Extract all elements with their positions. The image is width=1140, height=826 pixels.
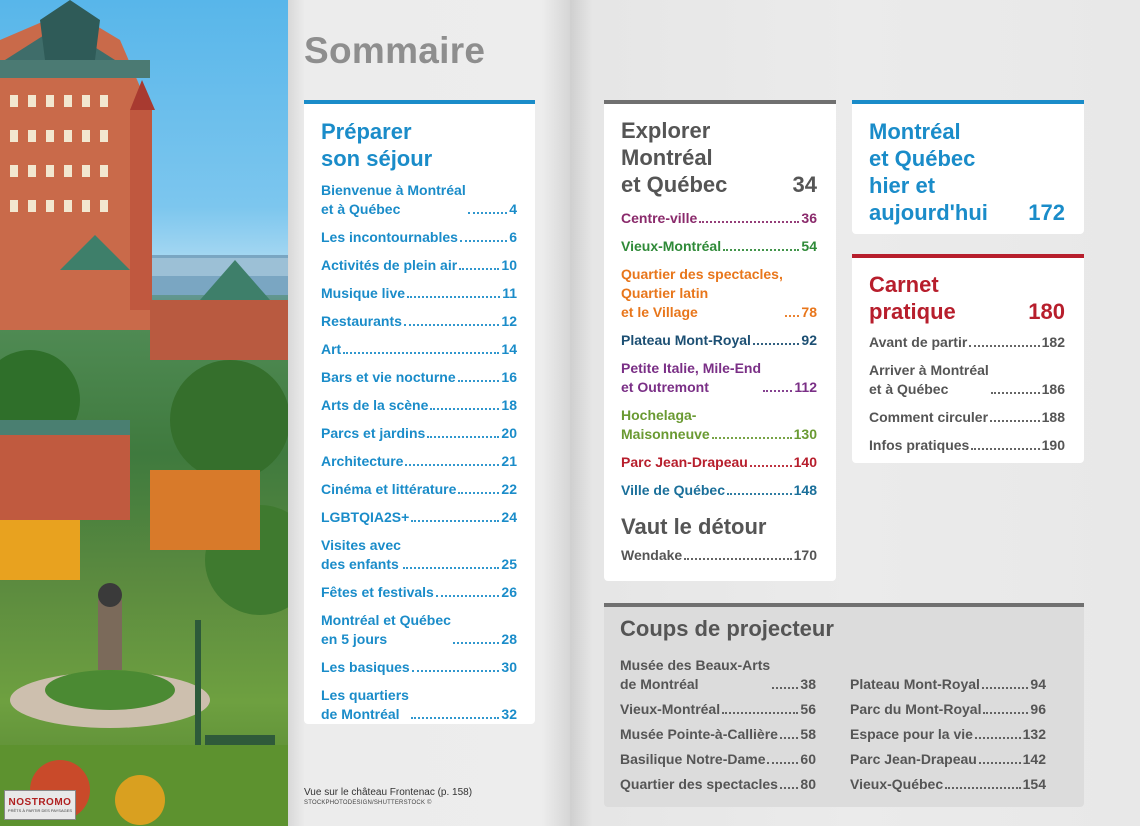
toc-entry[interactable]: [321, 508, 517, 527]
toc-entry-page: 92: [801, 332, 817, 348]
dot-leader: [727, 493, 792, 495]
toc-entry-label: Activités de plein air: [321, 257, 458, 273]
toc-entry[interactable]: [621, 209, 817, 228]
toc-entry-page: 11: [502, 285, 517, 301]
dot-leader: [411, 717, 499, 719]
toc-entry[interactable]: [850, 750, 1046, 769]
toc-entry[interactable]: [321, 284, 517, 303]
toc-entry[interactable]: [620, 656, 816, 694]
toc-entry[interactable]: [850, 775, 1046, 794]
toc-entry-label: Art: [321, 341, 342, 357]
dot-leader: [772, 687, 798, 689]
toc-entry[interactable]: [621, 265, 817, 322]
detour-heading: Vaut le détour: [621, 514, 767, 539]
toc-entry-label: Hochelaga- Maisonneuve: [621, 407, 710, 442]
toc-entry-label: Avant de partir: [869, 334, 968, 350]
toc-entry[interactable]: [869, 408, 1065, 427]
toc-entry-page: 170: [793, 547, 817, 563]
dot-leader: [405, 464, 499, 466]
dot-leader: [991, 392, 1040, 394]
toc-entry[interactable]: [621, 331, 817, 350]
toc-entry-page: 24: [501, 509, 517, 525]
toc-entry[interactable]: [321, 312, 517, 331]
coups-columns: [620, 656, 1067, 800]
toc-entry-page: 58: [800, 726, 816, 742]
toc-entry-page: 188: [1041, 409, 1065, 425]
dot-leader: [684, 558, 791, 560]
histoire-heading-row: [869, 118, 1065, 226]
toc-entry-label: Bars et vie nocturne: [321, 369, 456, 385]
toc-entry-label: Centre-ville: [621, 210, 698, 226]
photo-caption: Vue sur le château Frontenac (p. 158): [304, 787, 473, 798]
carnet-heading: Carnet pratique: [869, 272, 956, 324]
toc-entry[interactable]: [321, 658, 517, 677]
preparer-list: [321, 181, 517, 724]
carnet-page: 180: [1028, 299, 1065, 324]
toc-entry-page: 56: [800, 701, 816, 717]
dot-leader: [750, 465, 792, 467]
toc-entry[interactable]: [321, 686, 517, 724]
photo-credit: STOCKPHOTODESIGN/SHUTTERSTOCK ©: [304, 800, 432, 806]
toc-entry[interactable]: [869, 436, 1065, 455]
toc-entry-page: 54: [801, 238, 817, 254]
dot-leader: [458, 380, 500, 382]
toc-entry-label: Fêtes et festivals: [321, 584, 434, 600]
cover-photo-chateau-frontenac: [0, 0, 288, 826]
toc-entry-label: Arts de la scène: [321, 397, 429, 413]
dot-leader: [699, 221, 799, 223]
dot-leader: [780, 787, 798, 789]
toc-entry[interactable]: [321, 340, 517, 359]
toc-entry-label: Cinéma et littérature: [321, 481, 457, 497]
explorer-list: [621, 209, 817, 500]
toc-entry-label: LGBTQIA2S+: [321, 509, 410, 525]
toc-entry-page: 132: [1022, 726, 1046, 742]
explorer-page: 34: [792, 172, 817, 197]
preparer-card: [304, 100, 535, 724]
dot-leader: [945, 787, 1021, 789]
toc-entry-page: 60: [800, 751, 816, 767]
dot-leader: [453, 642, 500, 644]
chateau-illustration: [0, 0, 288, 826]
histoire-heading: Montréal et Québec hier et aujourd'hui: [869, 119, 988, 225]
detour-list: [621, 546, 817, 565]
toc-entry-page: 112: [794, 379, 817, 395]
toc-entry-label: Vieux-Montréal: [621, 238, 722, 254]
page-title: Sommaire: [304, 30, 486, 71]
toc-entry-label: Musée Pointe-à-Callière: [620, 726, 778, 742]
toc-entry-page: 21: [501, 453, 517, 469]
toc-entry-label: Les basiques: [321, 659, 410, 675]
carnet-list: [869, 333, 1065, 455]
toc-entry[interactable]: [321, 368, 517, 387]
toc-entry[interactable]: [321, 181, 517, 219]
toc-entry-label: Montréal et Québec en 5 jours: [321, 612, 451, 647]
toc-entry-page: 18: [501, 397, 517, 413]
coups-right-list: [850, 675, 1046, 800]
dot-leader: [982, 687, 1029, 689]
coups-card: [604, 603, 1084, 807]
toc-entry-label: Les incontournables: [321, 229, 458, 245]
histoire-card: [852, 100, 1084, 234]
dot-leader: [404, 324, 500, 326]
toc-entry-page: 142: [1022, 751, 1046, 767]
toc-entry-page: 32: [501, 706, 517, 722]
toc-entry[interactable]: [321, 256, 517, 275]
toc-entry-page: 78: [801, 304, 817, 320]
toc-entry[interactable]: [620, 725, 816, 744]
toc-entry-label: Comment circuler: [869, 409, 989, 425]
toc-entry-label: Quartier des spectacles: [620, 776, 778, 792]
preparer-heading: Préparer son séjour: [321, 119, 433, 171]
toc-entry-label: Musée des Beaux-Arts de Montréal: [620, 657, 771, 692]
toc-entry-label: Wendake: [621, 547, 683, 563]
toc-entry-page: 140: [793, 454, 817, 470]
toc-entry-page: 80: [800, 776, 816, 792]
dot-leader: [722, 712, 798, 714]
dot-leader: [763, 390, 792, 392]
dot-leader: [753, 343, 800, 345]
toc-entry-label: Parc Jean-Drapeau: [621, 454, 748, 470]
toc-entry-page: 6: [509, 229, 517, 245]
dot-leader: [990, 420, 1040, 422]
dot-leader: [723, 249, 799, 251]
dot-leader: [712, 437, 792, 439]
toc-entry-page: 20: [501, 425, 517, 441]
dot-leader: [430, 408, 499, 410]
dot-leader: [780, 737, 798, 739]
coups-heading: Coups de projecteur: [620, 616, 834, 641]
toc-entry-page: 94: [1030, 676, 1046, 692]
toc-entry-page: 28: [501, 631, 517, 647]
toc-entry[interactable]: [850, 700, 1046, 719]
toc-entry-label: Ville de Québec: [621, 482, 726, 498]
toc-entry-label: Architecture: [321, 453, 404, 469]
toc-entry-page: 16: [501, 369, 517, 385]
toc-entry[interactable]: [869, 333, 1065, 352]
nostromo-watermark-logo: [4, 790, 76, 820]
toc-entry[interactable]: [321, 452, 517, 471]
coups-left-list: [620, 656, 816, 800]
toc-entry-page: 10: [501, 257, 517, 273]
toc-entry[interactable]: [869, 361, 1065, 399]
dot-leader: [785, 315, 800, 317]
toc-entry-page: 190: [1041, 437, 1065, 453]
toc-entry[interactable]: [321, 228, 517, 247]
histoire-page: 172: [1028, 200, 1065, 225]
dot-leader: [427, 436, 499, 438]
toc-entry-label: Parc Jean-Drapeau: [850, 751, 977, 767]
toc-entry[interactable]: [620, 750, 816, 769]
carnet-card: [852, 254, 1084, 463]
toc-entry-page: 26: [501, 584, 517, 600]
toc-entry-label: Les quartiers de Montréal: [321, 687, 409, 722]
toc-entry-label: Parc du Mont-Royal: [850, 701, 982, 717]
toc-entry-label: Visites avec des enfants: [321, 537, 401, 572]
dot-leader: [468, 212, 508, 214]
toc-entry-label: Vieux-Montréal: [620, 701, 721, 717]
dot-leader: [979, 762, 1021, 764]
toc-entry[interactable]: [620, 700, 816, 719]
toc-entry-page: 12: [501, 313, 517, 329]
toc-entry-label: Infos pratiques: [869, 437, 970, 453]
toc-entry-page: 148: [793, 482, 817, 498]
toc-entry[interactable]: [321, 396, 517, 415]
explorer-card: [604, 100, 836, 581]
dot-leader: [343, 352, 499, 354]
dot-leader: [983, 712, 1028, 714]
toc-entry[interactable]: [850, 675, 1046, 694]
toc-entry[interactable]: [621, 453, 817, 472]
toc-entry[interactable]: [621, 546, 817, 565]
toc-entry-label: Musique live: [321, 285, 406, 301]
watermark-subtitle: PRÊTS À PARTIR DES PAYSAGES: [7, 808, 73, 813]
toc-entry[interactable]: [621, 359, 817, 397]
toc-entry-page: 36: [801, 210, 817, 226]
toc-entry-page: 96: [1030, 701, 1046, 717]
dot-leader: [411, 520, 499, 522]
toc-entry-page: 186: [1041, 381, 1065, 397]
explorer-heading: Explorer Montréal et Québec: [621, 118, 728, 197]
toc-entry[interactable]: [621, 481, 817, 500]
toc-entry-label: Parcs et jardins: [321, 425, 426, 441]
toc-entry[interactable]: [321, 583, 517, 602]
explorer-heading-row: [621, 117, 817, 198]
toc-entry-page: 22: [501, 481, 517, 497]
toc-entry[interactable]: [621, 406, 817, 444]
dot-leader: [975, 737, 1021, 739]
toc-entry[interactable]: [621, 237, 817, 256]
toc-entry[interactable]: [321, 536, 517, 574]
toc-entry-label: Quartier des spectacles, Quartier latin et le Village: [621, 266, 783, 320]
toc-entry-page: 25: [501, 556, 517, 572]
dot-leader: [971, 448, 1039, 450]
toc-entry-page: 154: [1022, 776, 1046, 792]
toc-entry-page: 182: [1041, 334, 1065, 350]
carnet-heading-row: [869, 271, 1065, 325]
toc-entry-label: Vieux-Québec: [850, 776, 944, 792]
dot-leader: [969, 345, 1039, 347]
toc-entry-label: Basilique Notre-Dame: [620, 751, 766, 767]
dot-leader: [436, 595, 500, 597]
toc-entry[interactable]: [850, 725, 1046, 744]
toc-entry-label: Petite Italie, Mile-End et Outremont: [621, 360, 762, 395]
dot-leader: [458, 492, 499, 494]
dot-leader: [459, 268, 499, 270]
toc-entry-page: 130: [793, 426, 817, 442]
toc-entry-page: 38: [800, 676, 816, 692]
toc-entry-label: Plateau Mont-Royal: [850, 676, 980, 692]
toc-entry-page: 14: [501, 341, 517, 357]
toc-entry[interactable]: [620, 775, 816, 794]
toc-entry[interactable]: [321, 480, 517, 499]
toc-entry-label: Espace pour la vie: [850, 726, 973, 742]
toc-entry-label: Bienvenue à Montréal et à Québec: [321, 182, 466, 217]
dot-leader: [460, 240, 507, 242]
toc-entry-label: Arriver à Montréal et à Québec: [869, 362, 989, 397]
dot-leader: [767, 762, 798, 764]
toc-entry[interactable]: [321, 611, 517, 649]
dot-leader: [412, 670, 500, 672]
dot-leader: [407, 296, 500, 298]
toc-entry-label: Plateau Mont-Royal: [621, 332, 751, 348]
toc-entry[interactable]: [321, 424, 517, 443]
watermark-title: NOSTROMO: [8, 797, 72, 808]
toc-entry-page: 4: [509, 201, 517, 217]
dot-leader: [403, 567, 500, 569]
toc-entry-page: 30: [501, 659, 517, 675]
toc-entry-label: Restaurants: [321, 313, 402, 329]
